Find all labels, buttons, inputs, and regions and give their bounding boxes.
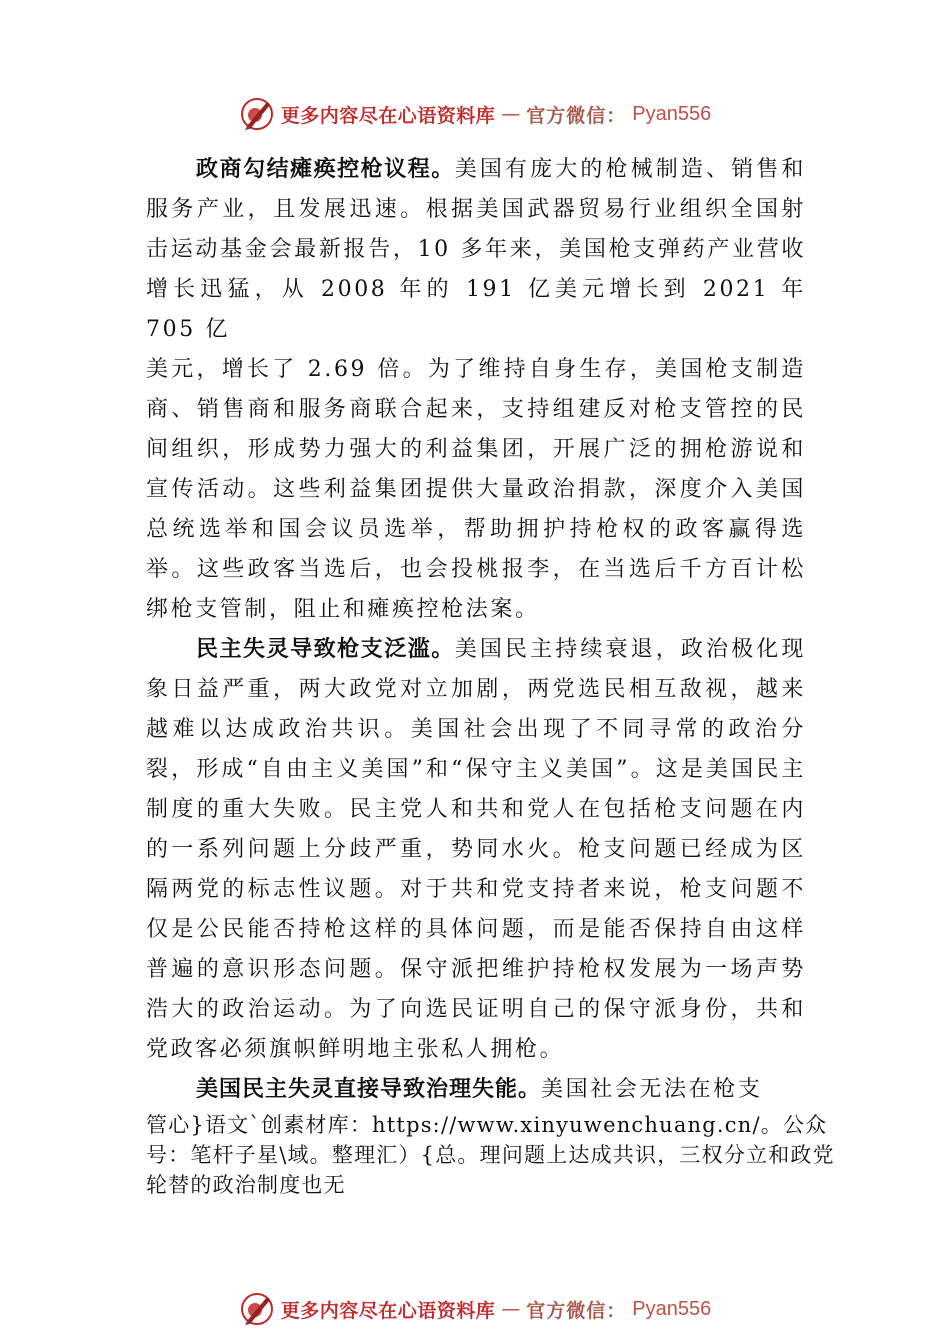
watermark-red-text: 更多内容尽在心语资料库 <box>280 104 496 127</box>
pen-logo-icon <box>239 1291 275 1327</box>
watermark-red-text: 更多内容尽在心语资料库 <box>280 1299 496 1322</box>
document-body <box>146 150 806 1110</box>
watermark-header <box>0 92 950 136</box>
watermark-dash: — <box>501 1298 521 1320</box>
paragraph-4 <box>146 1070 806 1110</box>
watermark-dash: — <box>501 103 521 125</box>
paragraph-3-heading: 民主失灵导致枪支泛滥。 <box>196 637 455 662</box>
paragraph-3-body: 美国民主持续衰退，政治极化现象日益严重，两大政党对立加剧，两党选民相互敌视，越来越难以达成政治共识。美国社会出现了不同寻常的政治分裂，形成“自由主义美国”和“保守主义美国”。这是美国民主制度的重大失败。民主党人和共和党人在包括枪支问题在内的一系列问题上分歧严重，势同水火。枪支问题已经成为区隔两党的标志性议题。对于共和党支持者来说，枪支问题不仅是公民能否持枪这样的具体问题，而是能否保持自由这样普遍的意识形态问题。保守派把维护持枪权发展为一场声势浩大的政治运动。为了向选民证明自己的保守派身份，共和党政客必须旗帜鲜明地主张私人拥枪。 <box>146 637 806 1062</box>
paragraph-1-heading: 政商勾结瘫痪控枪议程。 <box>196 157 455 182</box>
paragraph-1 <box>146 150 806 350</box>
watermark-account: Pyan556 <box>632 1297 712 1320</box>
watermark-wechat-label: 官方微信： <box>526 1299 627 1322</box>
pen-logo-icon <box>239 96 275 132</box>
watermark-wechat-label: 官方微信： <box>526 104 627 127</box>
paragraph-4-body: 美国社会无法在枪支 <box>541 1077 763 1102</box>
paragraph-4-heading: 美国民主失灵直接导致治理失能。 <box>196 1077 542 1102</box>
watermark-account: Pyan556 <box>632 102 712 125</box>
paragraph-2 <box>146 350 806 630</box>
paragraph-2-body: 美元，增长了 2.69 倍。为了维持自身生存，美国枪支制造商、销售商和服务商联合起来，支持组建反对枪支管控的民间组织，形成势力强大的利益集团，开展广泛的拥枪游说和宣传活动。这些利益集团提供大量政治捐款，深度介入美国总统选举和国会议员选举，帮助拥护持枪权的政客赢得选举。这些政客当选后，也会投桃报李，在当选后千方百计松绑枪支管制，阻止和瘫痪控枪法案。 <box>146 357 806 622</box>
paragraph-1-body: 美国有庞大的枪械制造、销售和服务产业，且发展迅速。根据美国武器贸易行业组织全国射击运动基金会最新报告，10 多年来，美国枪支弹药产业营收增长迅猛，从 2008 年的 191 亿美元增长到 2021 年 705 亿 <box>146 157 806 342</box>
watermark-footer <box>0 1287 950 1331</box>
mixed-text-block: 管心}语文`创素材库：https://www.xinyuwenchuang.cn/。公众号：笔杆子星\域。整理汇）{总。理问题上达成共识，三权分立和政党轮替的政治制度也无 <box>146 1113 835 1197</box>
paragraph-3 <box>146 630 806 1070</box>
